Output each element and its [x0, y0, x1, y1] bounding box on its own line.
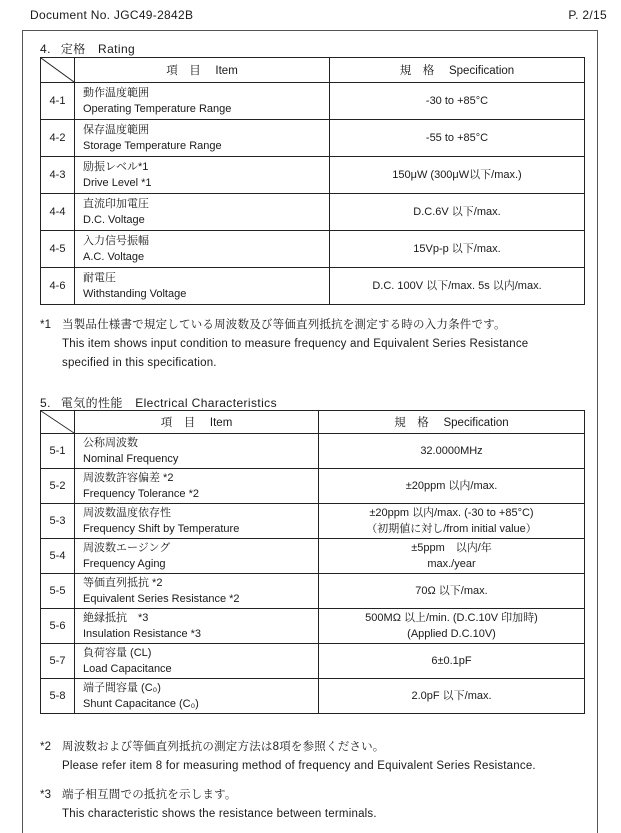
- table-row: [41, 83, 585, 120]
- item-line: Frequency Aging: [83, 558, 166, 570]
- table-row: [41, 231, 585, 268]
- specification-line: 2.0pF 以下/max.: [411, 690, 492, 702]
- item-line: Frequency Tolerance *2: [83, 488, 199, 500]
- item-cell: [75, 231, 330, 268]
- specification-line: ±20ppm 以内/max.: [405, 480, 498, 492]
- footnote-marker: *3: [40, 789, 52, 801]
- specification-line: 32.0000MHz: [420, 445, 483, 457]
- specification-line: -30 to +85°C: [425, 95, 489, 107]
- section-rating-heading: [40, 40, 135, 57]
- footnote-2: [40, 738, 536, 776]
- footnote-marker: *2: [40, 741, 52, 753]
- row-number-cell: 5-7: [41, 644, 75, 679]
- item-line: Withstanding Voltage: [83, 288, 187, 300]
- item-line: 公称周波数: [83, 437, 138, 449]
- item-cell: [75, 609, 319, 644]
- specification-cell: [319, 469, 585, 504]
- section-number: 5.: [40, 396, 51, 410]
- item-line: Nominal Frequency: [83, 453, 179, 465]
- item-line: Shunt Capacitance (C₀): [83, 698, 199, 710]
- item-line: A.C. Voltage: [83, 251, 145, 263]
- specification-line: 150μW (300μW以下/max.): [392, 169, 522, 181]
- row-number-cell: 4-4: [41, 194, 75, 231]
- table-row: [41, 157, 585, 194]
- specification-line: 500MΩ 以上/min. (D.C.10V 印加時): [365, 612, 538, 624]
- item-line: Insulation Resistance *3: [83, 628, 202, 640]
- row-number-cell: 4-1: [41, 83, 75, 120]
- item-cell: [75, 194, 330, 231]
- item-cell: [75, 157, 330, 194]
- item-line: 耐電圧: [83, 272, 116, 284]
- footnote-3: [40, 786, 377, 824]
- item-cell: [75, 469, 319, 504]
- item-line: 周波数温度依存性: [83, 507, 171, 519]
- item-line: 負荷容量 (CL): [83, 647, 152, 659]
- specification-cell: [330, 120, 585, 157]
- specification-cell: [319, 644, 585, 679]
- diagonal-corner-cell: [41, 411, 75, 434]
- specification-cell: [330, 231, 585, 268]
- table-row: [41, 574, 585, 609]
- footnote-line: specified in this specification.: [62, 357, 217, 369]
- specification-line: -55 to +85°C: [425, 132, 489, 144]
- row-number-cell: 5-5: [41, 574, 75, 609]
- section-title: 電気的性能 Electrical Characteristics: [60, 396, 277, 410]
- row-number-cell: 4-5: [41, 231, 75, 268]
- specification-line: D.C.6V 以下/max.: [413, 206, 501, 218]
- specification-cell: [319, 609, 585, 644]
- specification-cell: [330, 194, 585, 231]
- rating-table: [40, 57, 585, 305]
- footnote-1: [40, 316, 528, 373]
- electrical-table: [40, 410, 585, 714]
- specification-line: 6±0.1pF: [431, 655, 472, 667]
- row-number-cell: 5-6: [41, 609, 75, 644]
- specification-line: （初期値に対し/from initial value）: [366, 523, 537, 535]
- item-line: Load Capacitance: [83, 663, 172, 675]
- table-row: [41, 120, 585, 157]
- page-number: P. 2/15: [568, 8, 607, 22]
- item-line: D.C. Voltage: [83, 214, 145, 226]
- column-header-spec: 規 格 Specification: [319, 411, 585, 434]
- specification-line: 70Ω 以下/max.: [415, 585, 488, 597]
- table-row: [41, 194, 585, 231]
- item-cell: [75, 268, 330, 305]
- item-line: 周波数エージング: [83, 542, 171, 554]
- specification-line: (Applied D.C.10V): [407, 628, 496, 640]
- section-number: 4.: [40, 42, 51, 56]
- row-number-cell: 5-1: [41, 434, 75, 469]
- diagonal-corner-cell: [41, 58, 75, 83]
- specification-line: D.C. 100V 以下/max. 5s 以内/max.: [372, 280, 542, 292]
- item-line: 等価直列抵抗 *2: [83, 577, 163, 589]
- table-header-row: [41, 411, 585, 434]
- specification-cell: [319, 679, 585, 714]
- table-row: [41, 434, 585, 469]
- item-cell: [75, 504, 319, 539]
- specification-cell: [330, 83, 585, 120]
- column-header-item: 項 目 Item: [75, 411, 319, 434]
- row-number-cell: 5-8: [41, 679, 75, 714]
- footnote-text: [62, 316, 528, 373]
- specification-cell: [319, 539, 585, 574]
- footnote-line: 周波数および等価直列抵抗の測定方法は8項を参照ください。: [62, 741, 385, 753]
- specification-cell: [330, 268, 585, 305]
- diagonal-line: [41, 58, 74, 82]
- specification-cell: [319, 504, 585, 539]
- item-line: Storage Temperature Range: [83, 140, 222, 152]
- document-number: Document No. JGC49-2842B: [30, 8, 194, 22]
- item-line: 絶縁抵抗 *3: [83, 612, 149, 624]
- table-row: [41, 469, 585, 504]
- item-line: 端子間容量 (C₀): [83, 682, 161, 694]
- item-line: 動作温度範囲: [83, 87, 149, 99]
- table-row: [41, 539, 585, 574]
- footnote-line: Please refer item 8 for measuring method of frequency and Equivalent Series Resistance.: [62, 760, 536, 772]
- item-line: Equivalent Series Resistance *2: [83, 593, 240, 605]
- item-line: Operating Temperature Range: [83, 103, 232, 115]
- specification-cell: [330, 157, 585, 194]
- item-cell: [75, 539, 319, 574]
- item-cell: [75, 679, 319, 714]
- footnote-line: This characteristic shows the resistance between terminals.: [62, 808, 377, 820]
- row-number-cell: 4-3: [41, 157, 75, 194]
- column-header-spec: 規 格 Specification: [330, 58, 585, 83]
- specification-line: ±5ppm 以内/年: [411, 542, 492, 554]
- row-number-cell: 5-3: [41, 504, 75, 539]
- item-line: 周波数許容偏差 *2: [83, 472, 174, 484]
- item-line: Drive Level *1: [83, 177, 152, 189]
- item-cell: [75, 574, 319, 609]
- row-number-cell: 4-2: [41, 120, 75, 157]
- item-line: 励振レベル*1: [83, 161, 149, 173]
- row-number-cell: 5-4: [41, 539, 75, 574]
- specification-line: max./year: [427, 558, 476, 570]
- row-number-cell: 4-6: [41, 268, 75, 305]
- section-title: 定格 Rating: [60, 42, 136, 56]
- table-row: [41, 679, 585, 714]
- footnote-line: 端子相互間での抵抗を示します。: [62, 789, 237, 801]
- footnote-line: This item shows input condition to measure frequency and Equivalent Series Resistance: [62, 338, 529, 350]
- item-cell: [75, 434, 319, 469]
- table-row: [41, 504, 585, 539]
- table-header-row: [41, 58, 585, 83]
- table-row: [41, 609, 585, 644]
- section-electrical-heading: [40, 394, 277, 411]
- specification-line: ±20ppm 以内/max. (-30 to +85°C): [369, 507, 534, 519]
- table-row: [41, 644, 585, 679]
- row-number-cell: 5-2: [41, 469, 75, 504]
- item-cell: [75, 83, 330, 120]
- specification-line: 15Vp-p 以下/max.: [413, 243, 501, 255]
- document-header: [30, 8, 607, 22]
- item-line: Frequency Shift by Temperature: [83, 523, 240, 535]
- specification-cell: [319, 574, 585, 609]
- item-line: 直流印加電圧: [83, 198, 149, 210]
- item-cell: [75, 120, 330, 157]
- footnote-line: 当製品仕様書で規定している周波数及び等価直列抵抗を測定する時の入力条件です。: [62, 319, 506, 331]
- specification-cell: [319, 434, 585, 469]
- item-cell: [75, 644, 319, 679]
- footnote-marker: *1: [40, 319, 52, 331]
- item-line: 保存温度範囲: [83, 124, 149, 136]
- column-header-item: 項 目 Item: [75, 58, 330, 83]
- item-line: 入力信号振幅: [83, 235, 149, 247]
- table-row: [41, 268, 585, 305]
- diagonal-line: [41, 411, 74, 433]
- footnote-text: [62, 738, 536, 776]
- footnote-text: [62, 786, 377, 824]
